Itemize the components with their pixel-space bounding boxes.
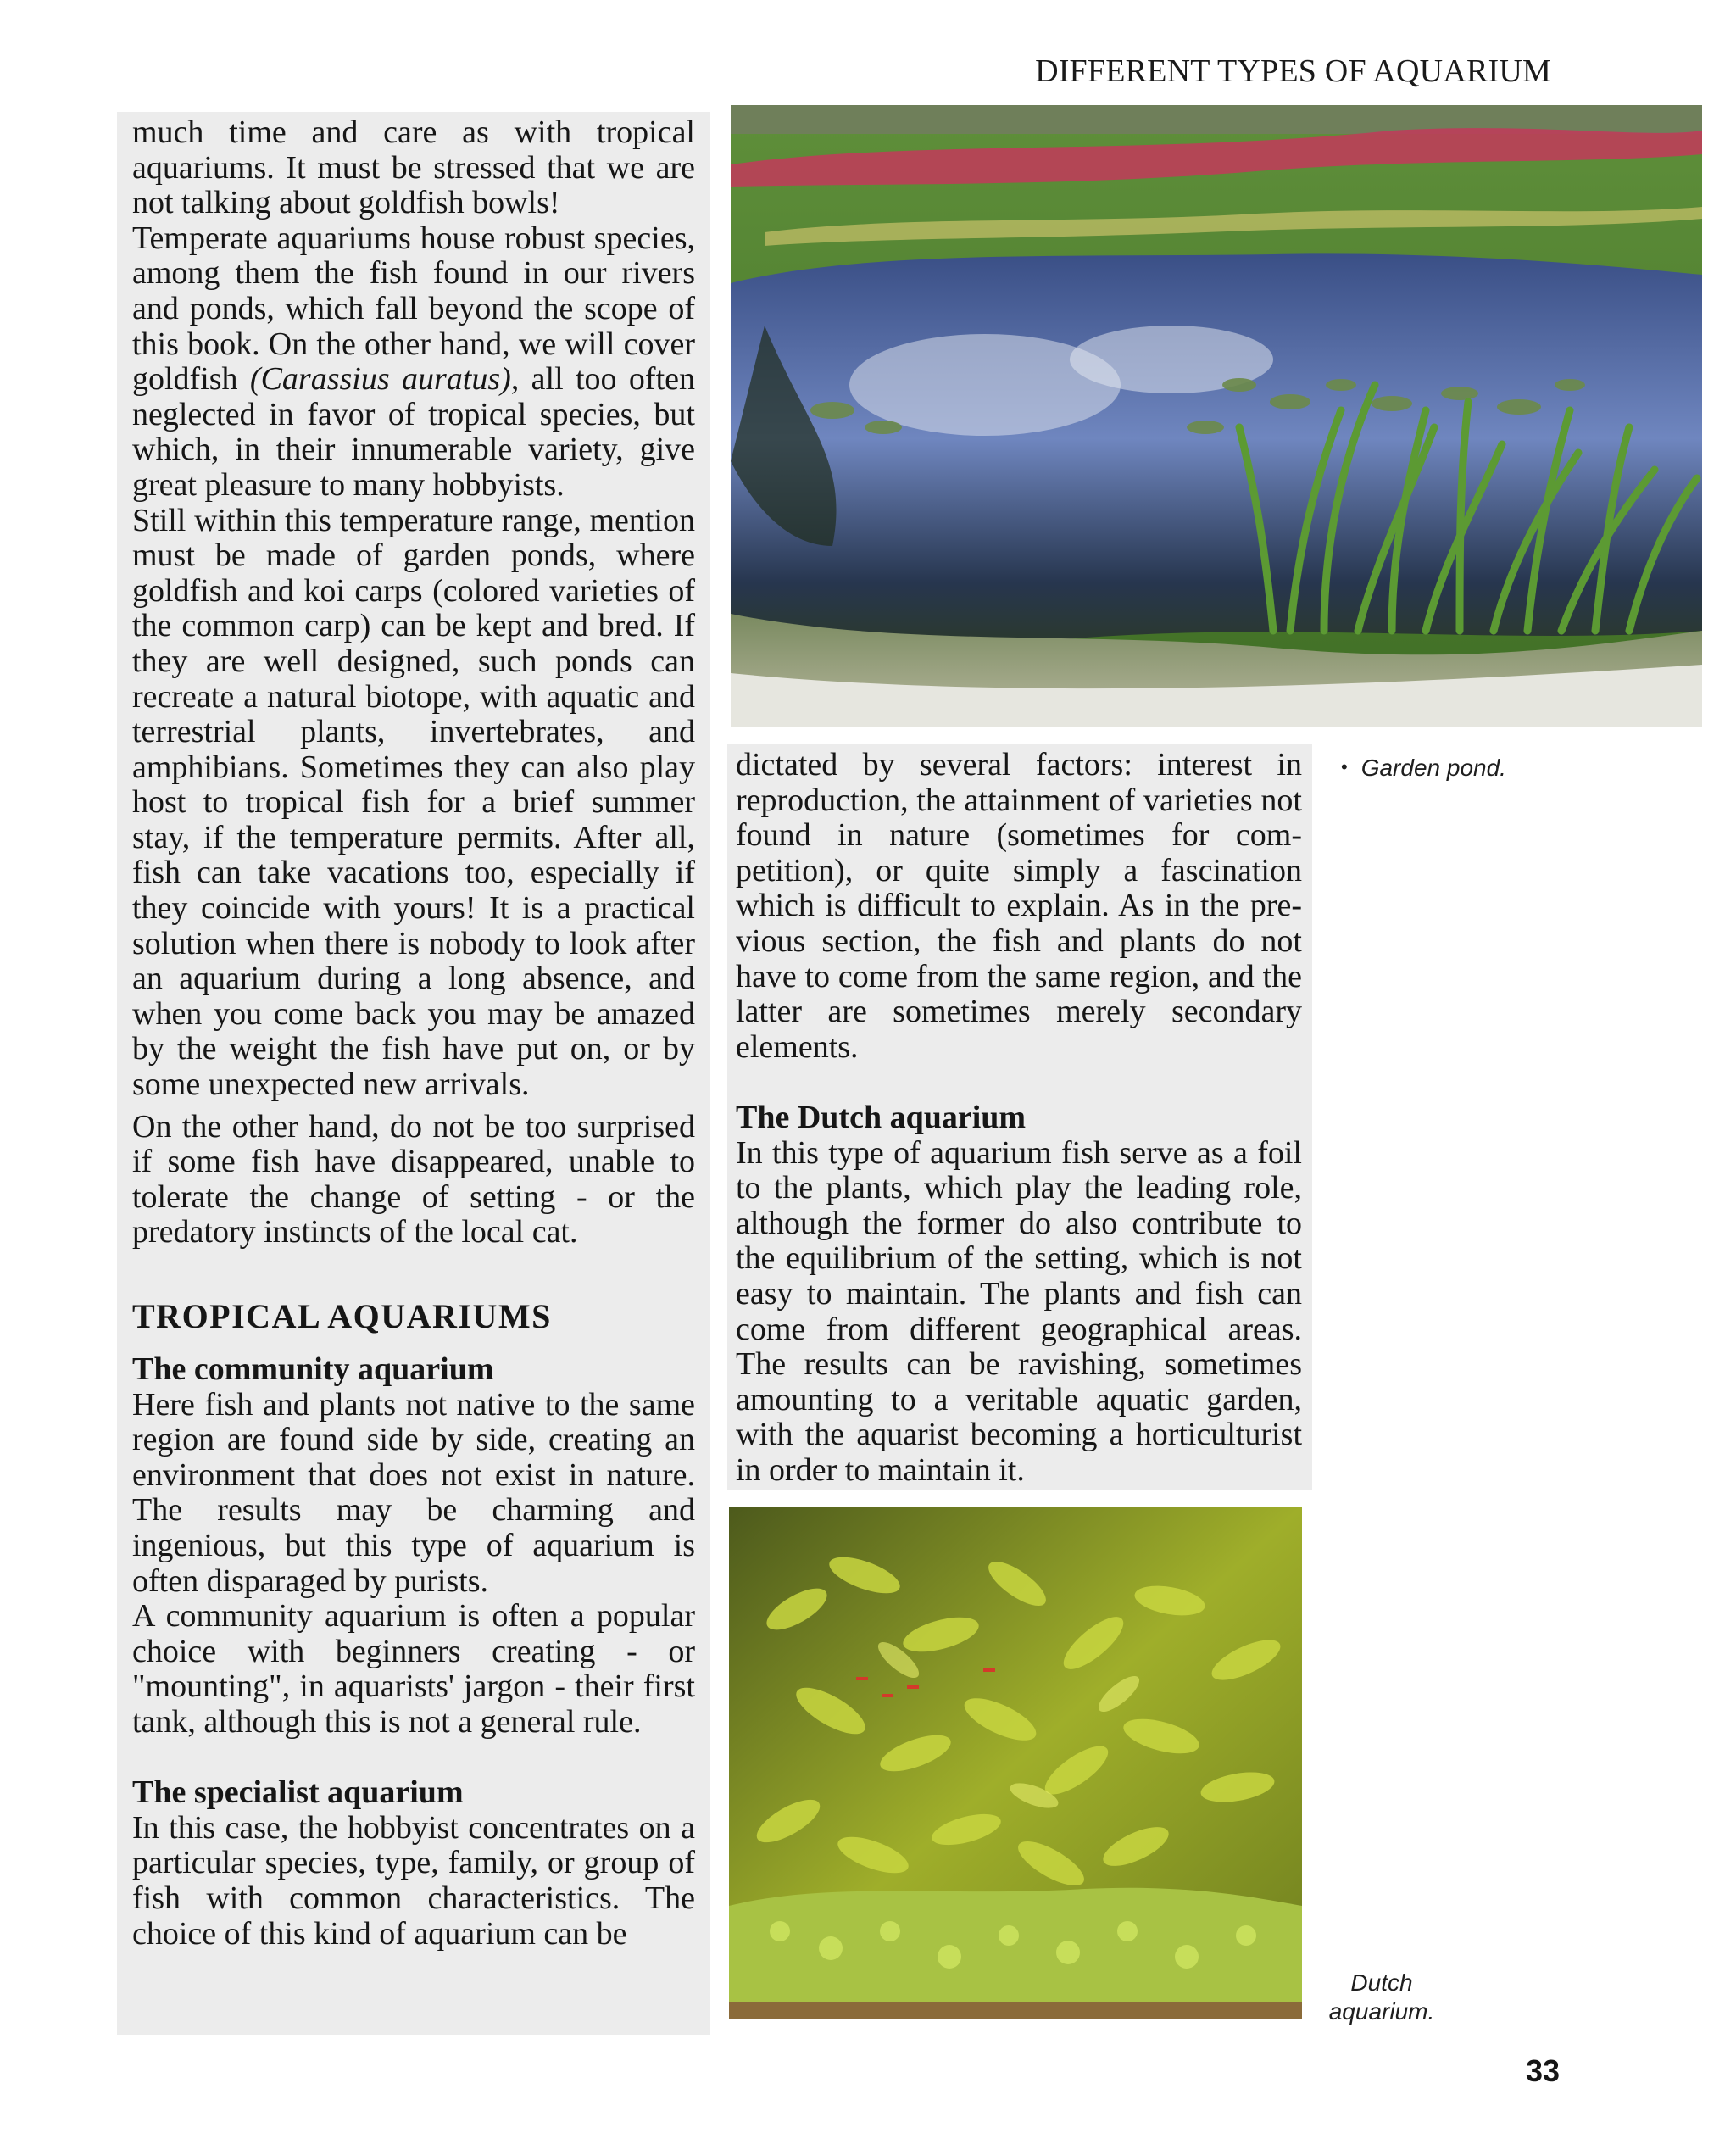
paragraph: much time and care as with tropical aquariums. It must be stressed that we are not talking about goldfish bowls! [132,114,695,221]
paragraph: In this type of aquarium fish serve as a foil to the plants, which play the leading role, although the former do also contribute to the equilibrium of the setting, which is not easy to maintain. The plants and fish can come from different geographical areas. The results can be ravishing, sometimes amounting to a veritable aquatic garden, with the aquarist becoming a horticulturist in order to maintain it. [736,1134,1302,1488]
text-run: Temperate aquariums house robust species, among them the fish found in our rivers and ponds, which fall beyond the scope of this book. On the other hand, we will cover goldfish [132,220,695,398]
middle-text-column [727,744,1312,1490]
paragraph: On the other hand, do not be too surprised if some fish have disappeared, unable to tolerate the change of setting - or the predatory instincts of the local cat. [132,1108,695,1250]
paragraph-garden-ponds: Still within this temperature range, mention must be made of garden ponds, where goldfish and koi carps (colored varieties of the common carp) can be kept and bred. If they are well designed, such ponds can recreate a natural biotope, with aquatic and terrestrial plants, invertebrates, and amphibians. Sometimes they can also play host to tropical fish for a brief summer stay, if the temperature permits. After all, fish can take vacations too, especially if they coincide with yours! It is a practical solution when there is nobody to look after an aquarium during a long absence, and when you come back you may be amazed by the weight the fish have put on, or by some unexpected new arrivals. [132,502,695,1103]
section-heading: TROPICAL AQUARIUMS [132,1297,552,1335]
garden-pond-photo [731,105,1702,727]
running-header: DIFFERENT TYPES OF AQUARIUM [1035,53,1551,89]
middle-column-text [736,748,1302,1488]
caption-line: aquarium. [1328,1998,1435,2025]
caption-text: Garden pond. [1360,755,1506,781]
left-column-text [132,115,695,1952]
caption-dutch-aquarium [1322,1969,1441,2026]
paragraph-goldfish [132,221,695,504]
caption-garden-pond [1341,755,1506,782]
paragraph: dictated by several factors: interest in reproduction, the attainment of varieties not found in nature (sometimes for competition), or quite simply a fascination which is difficult to explain. As in the previous section, the fish and plants do not have to come from the same region, and the latter are sometimes merely secondary elements. [736,747,1302,1065]
page-number: 33 [1525,2053,1560,2088]
bullet-icon: • [1341,756,1348,777]
caption-line: Dutch [1350,1969,1413,1996]
paragraph: A community aquarium is often a popular choice with beginners creating - or "mounting", in aquarists' jargon - their first tank, although this is not a general rule. [132,1598,695,1740]
text-run: all too often neglected in favor of tropical species, but which, in their innumerable variety, give great pleasure to many hobbyists. [132,361,696,503]
species-name: (Carassius auratus), [249,361,520,398]
dutch-aquarium-photo [729,1507,1302,2019]
subheading-community: The community aquarium [132,1351,494,1387]
paragraph: In this case, the hobbyist concentrates on a particular species, type, family, or group of fish with common characteristics. The choice of this kind of aquarium can be [132,1809,695,1952]
paragraph: Here fish and plants not native to the same region are found side by side, creating an environment that does not exist in nature. The results may be charming and ingenious, but this type of aquarium is often disparaged by purists. [132,1386,695,1599]
subheading-specialist: The specialist aquarium [132,1774,464,1811]
subheading-dutch: The Dutch aquarium [736,1099,1027,1135]
left-text-column [117,112,710,2035]
